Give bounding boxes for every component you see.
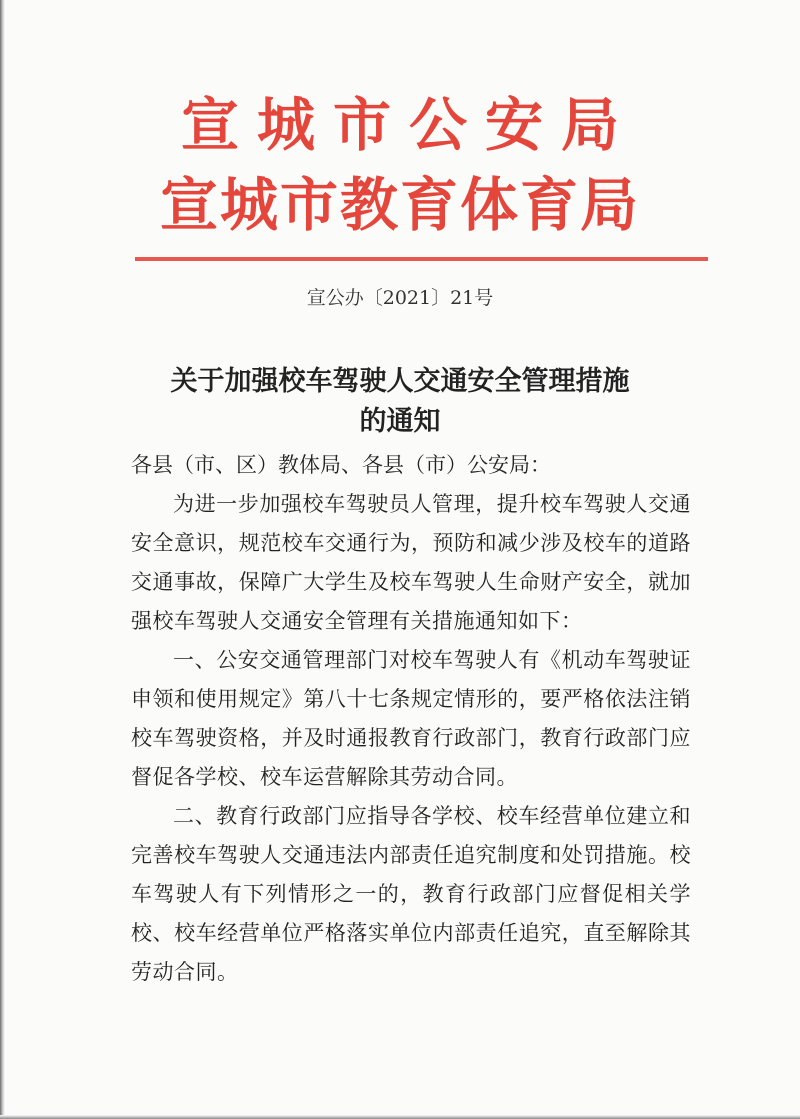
document-title-line-2: 的通知 [359, 406, 441, 437]
document-body [131, 446, 691, 992]
paragraph-item-1: 一、公安交通管理部门对校车驾驶人有《机动车驾驶证申领和使用规定》第八十七条规定情形的，要严格依法注销校车驾驶资格，并及时通报教育行政部门，教育行政部门应督促各学校、校车运营解除其劳动合同。 [131, 648, 691, 789]
scan-edge-left [0, 0, 5, 1119]
document-title-line-1: 关于加强校车驾驶人交通安全管理措施 [170, 366, 630, 397]
issuing-org-police: 宣城市公安局 [180, 91, 637, 159]
red-header-rule [135, 257, 708, 261]
scan-edge-bottom [0, 1115, 800, 1119]
paragraph-item-2: 二、教育行政部门应指导各学校、校车经营单位建立和完善校车驾驶人交通违法内部责任追究制度和处罚措施。校车驾驶人有下列情形之一的，教育行政部门应督促相关学校、校车经营单位严格落实单位内部责任追究，直至解除其劳动合同。 [131, 804, 691, 984]
issuing-org-education: 宣城市教育体育局 [159, 171, 640, 239]
salutation: 各县（市、区）教体局、各县（市）公安局： [131, 453, 551, 477]
paragraph-intro: 为进一步加强校车驾驶员人管理，提升校车驾驶人交通安全意识，规范校车交通行为，预防和减少涉及校车的道路交通事故，保障广大学生及校车驾驶人生命财产安全，就加强校车驾驶人交通安全管理有关措施通知如下： [131, 492, 691, 633]
document-number: 宣公办〔2021〕21号 [306, 287, 494, 309]
